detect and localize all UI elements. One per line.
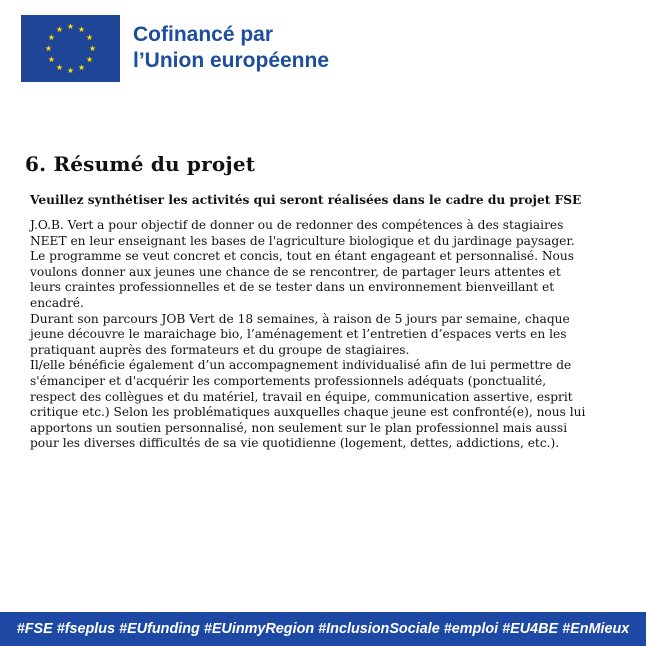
body-line: apportons un soutien personnalisé, non seulement sur le plan professionnel mais aussi xyxy=(30,420,568,435)
body-line: respect des collègues et du matériel, travail en équipe, communication assertive, esprit xyxy=(30,389,573,404)
body-line: jeune découvre le maraichage bio, l’aménagement et l’entretien d’espaces verts en les xyxy=(30,327,567,342)
cofunded-label xyxy=(133,22,329,74)
section-title: 6. Résumé du projet xyxy=(25,152,256,176)
cofunded-line-2: l’Union européenne xyxy=(133,49,330,72)
body-line: voulons donner aux jeunes une chance de se rencontrer, de partager leurs attentes et xyxy=(30,264,561,279)
body-line: leurs craintes professionnelles et de se tester dans un environnement bienveillant et xyxy=(30,280,555,295)
eu-flag-icon xyxy=(21,15,120,82)
body-line: pour les diverses difficultés de sa vie quotidienne (logement, dettes, addictions, etc.). xyxy=(30,436,560,451)
eu-cofunding-header xyxy=(21,13,329,83)
body-line: NEET en leur enseignant les bases de l'agriculture biologique et du jardinage paysager. xyxy=(30,233,575,248)
project-summary-section xyxy=(25,149,621,452)
body-line: pratiquant auprès des formateurs et du groupe de stagiaires. xyxy=(30,342,410,357)
hashtag-bar: #FSE #fseplus #EUfunding #EUinmyRegion #InclusionSociale #emploi #EU4BE #EnMieux xyxy=(0,612,646,646)
body-line: encadré. xyxy=(30,295,84,310)
body-line: s'émanciper et d'acquérir les comportements professionnels adéquats (ponctualité, xyxy=(30,373,547,388)
section-question: Veuillez synthétiser les activités qui seront réalisées dans le cadre du projet FSE xyxy=(30,193,582,207)
body-line: Il/elle bénéficie également d’un accompagnement individualisé afin de lui permettre de xyxy=(30,358,572,373)
body-line: critique etc.) Selon les problématiques auxquelles chaque jeune est confronté(e), nous lui xyxy=(30,405,586,420)
body-line: Le programme se veut concret et concis, tout en étant engageant et personnalisé. Nous xyxy=(30,249,574,264)
body-line: J.O.B. Vert a pour objectif de donner ou de redonner des compétences à des stagiaires xyxy=(30,218,564,232)
cofunded-line-1: Cofinancé par xyxy=(133,23,274,46)
section-body xyxy=(30,218,621,452)
body-line: Durant son parcours JOB Vert de 18 semaines, à raison de 5 jours par semaine, chaque xyxy=(30,311,570,326)
